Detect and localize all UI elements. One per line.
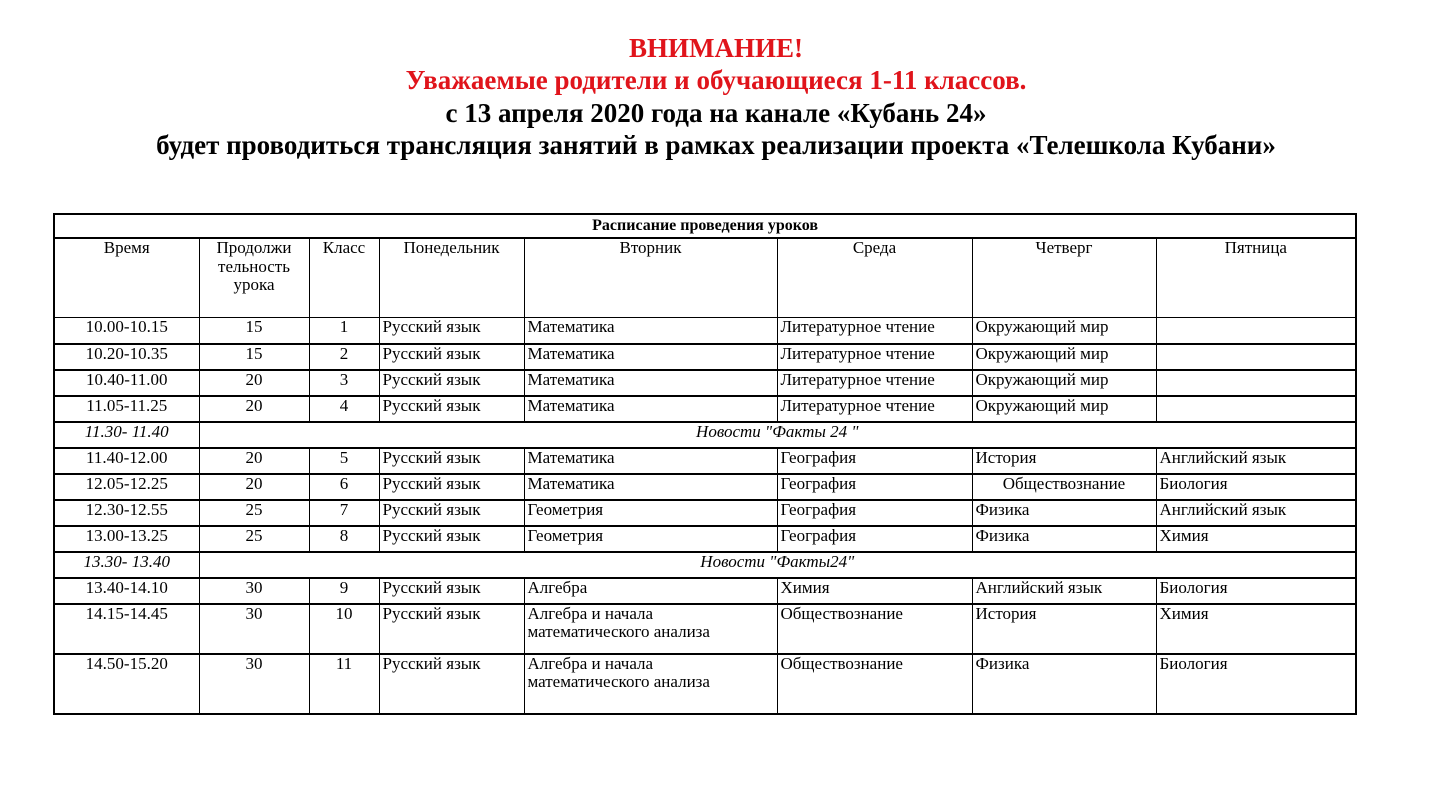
cell-tuesday: Алгебра и начала математического анализа — [524, 604, 777, 654]
cell-duration: 20 — [199, 396, 309, 422]
schedule-table — [53, 213, 1357, 715]
table-row — [54, 448, 1356, 474]
cell-monday: Русский язык — [379, 370, 524, 396]
cell-time: 13.40-14.10 — [54, 578, 199, 604]
cell-friday: Биология — [1156, 654, 1356, 714]
table-row — [54, 654, 1356, 714]
cell-duration: 15 — [199, 318, 309, 344]
cell-class: 6 — [309, 474, 379, 500]
cell-monday: Русский язык — [379, 474, 524, 500]
cell-class: 4 — [309, 396, 379, 422]
cell-friday: Английский язык — [1156, 500, 1356, 526]
cell-class: 5 — [309, 448, 379, 474]
cell-friday — [1156, 344, 1356, 370]
table-row — [54, 526, 1356, 552]
cell-duration: 30 — [199, 578, 309, 604]
cell-tuesday: Алгебра — [524, 578, 777, 604]
break-title: Новости "Факты24" — [199, 552, 1356, 578]
cell-duration: 20 — [199, 448, 309, 474]
news-break-row — [54, 552, 1356, 578]
cell-monday: Русский язык — [379, 318, 524, 344]
notice-description: будет проводиться трансляция занятий в рамках реализации проекта «Телешкола Кубани» — [156, 130, 1276, 161]
notice-attention: ВНИМАНИЕ! — [629, 33, 803, 63]
cell-tuesday: Математика — [524, 344, 777, 370]
cell-time: 10.20-10.35 — [54, 344, 199, 370]
cell-thursday: Обществознание — [972, 474, 1156, 500]
table-row — [54, 370, 1356, 396]
header-thursday: Четверг — [972, 238, 1156, 318]
cell-duration: 20 — [199, 474, 309, 500]
table-row — [54, 474, 1356, 500]
cell-thursday: Окружающий мир — [972, 396, 1156, 422]
cell-thursday: Окружающий мир — [972, 344, 1156, 370]
table-row — [54, 578, 1356, 604]
cell-duration: 25 — [199, 500, 309, 526]
cell-duration: 20 — [199, 370, 309, 396]
cell-thursday: История — [972, 448, 1156, 474]
cell-friday — [1156, 370, 1356, 396]
cell-friday: Английский язык — [1156, 448, 1356, 474]
header-wednesday: Среда — [777, 238, 972, 318]
cell-monday: Русский язык — [379, 654, 524, 714]
table-row — [54, 604, 1356, 654]
cell-wednesday: Литературное чтение — [777, 344, 972, 370]
cell-tuesday: Математика — [524, 318, 777, 344]
cell-duration: 30 — [199, 604, 309, 654]
table-row — [54, 500, 1356, 526]
header-class: Класс — [309, 238, 379, 318]
cell-time: 12.30-12.55 — [54, 500, 199, 526]
cell-time: 14.50-15.20 — [54, 654, 199, 714]
header-monday: Понедельник — [379, 238, 524, 318]
cell-thursday: Окружающий мир — [972, 318, 1156, 344]
break-time: 11.30- 11.40 — [54, 422, 199, 448]
cell-tuesday: Математика — [524, 474, 777, 500]
cell-thursday: Физика — [972, 500, 1156, 526]
cell-monday: Русский язык — [379, 396, 524, 422]
table-row — [54, 318, 1356, 344]
cell-class: 3 — [309, 370, 379, 396]
cell-friday: Биология — [1156, 578, 1356, 604]
cell-duration: 15 — [199, 344, 309, 370]
cell-time: 14.15-14.45 — [54, 604, 199, 654]
cell-time: 10.40-11.00 — [54, 370, 199, 396]
cell-thursday: История — [972, 604, 1156, 654]
cell-class: 10 — [309, 604, 379, 654]
cell-time: 11.05-11.25 — [54, 396, 199, 422]
cell-time: 13.00-13.25 — [54, 526, 199, 552]
break-title: Новости "Факты 24 " — [199, 422, 1356, 448]
cell-friday: Биология — [1156, 474, 1356, 500]
header-friday: Пятница — [1156, 238, 1356, 318]
cell-wednesday: Литературное чтение — [777, 370, 972, 396]
cell-wednesday: Обществознание — [777, 654, 972, 714]
cell-tuesday: Математика — [524, 448, 777, 474]
cell-tuesday: Геометрия — [524, 500, 777, 526]
cell-tuesday: Алгебра и начала математического анализа — [524, 654, 777, 714]
cell-monday: Русский язык — [379, 578, 524, 604]
cell-friday — [1156, 318, 1356, 344]
cell-wednesday: Литературное чтение — [777, 396, 972, 422]
cell-duration: 25 — [199, 526, 309, 552]
schedule-title: Расписание проведения уроков — [54, 214, 1356, 238]
cell-time: 12.05-12.25 — [54, 474, 199, 500]
cell-wednesday: Химия — [777, 578, 972, 604]
cell-time: 11.40-12.00 — [54, 448, 199, 474]
table-row — [54, 396, 1356, 422]
break-time: 13.30- 13.40 — [54, 552, 199, 578]
cell-thursday: Физика — [972, 526, 1156, 552]
cell-monday: Русский язык — [379, 344, 524, 370]
cell-monday: Русский язык — [379, 526, 524, 552]
cell-tuesday: Математика — [524, 396, 777, 422]
header-duration: Продолжи тельность урока — [199, 238, 309, 318]
schedule-header-row — [54, 238, 1356, 318]
notice-header — [0, 32, 1432, 162]
cell-wednesday: География — [777, 526, 972, 552]
cell-tuesday: Геометрия — [524, 526, 777, 552]
cell-monday: Русский язык — [379, 448, 524, 474]
cell-tuesday: Математика — [524, 370, 777, 396]
cell-class: 2 — [309, 344, 379, 370]
cell-monday: Русский язык — [379, 500, 524, 526]
cell-wednesday: География — [777, 474, 972, 500]
table-row — [54, 344, 1356, 370]
cell-wednesday: География — [777, 500, 972, 526]
cell-class: 9 — [309, 578, 379, 604]
cell-class: 8 — [309, 526, 379, 552]
cell-friday: Химия — [1156, 604, 1356, 654]
cell-class: 7 — [309, 500, 379, 526]
cell-duration: 30 — [199, 654, 309, 714]
header-time: Время — [54, 238, 199, 318]
cell-class: 1 — [309, 318, 379, 344]
cell-wednesday: Литературное чтение — [777, 318, 972, 344]
news-break-row — [54, 422, 1356, 448]
cell-time: 10.00-10.15 — [54, 318, 199, 344]
cell-friday — [1156, 396, 1356, 422]
cell-monday: Русский язык — [379, 604, 524, 654]
notice-date: с 13 апреля 2020 года на канале «Кубань 24» — [445, 97, 987, 128]
cell-thursday: Окружающий мир — [972, 370, 1156, 396]
header-tuesday: Вторник — [524, 238, 777, 318]
cell-class: 11 — [309, 654, 379, 714]
cell-wednesday: География — [777, 448, 972, 474]
cell-wednesday: Обществознание — [777, 604, 972, 654]
cell-thursday: Физика — [972, 654, 1156, 714]
notice-address: Уважаемые родители и обучающиеся 1-11 классов. — [405, 65, 1027, 96]
cell-friday: Химия — [1156, 526, 1356, 552]
cell-thursday: Английский язык — [972, 578, 1156, 604]
